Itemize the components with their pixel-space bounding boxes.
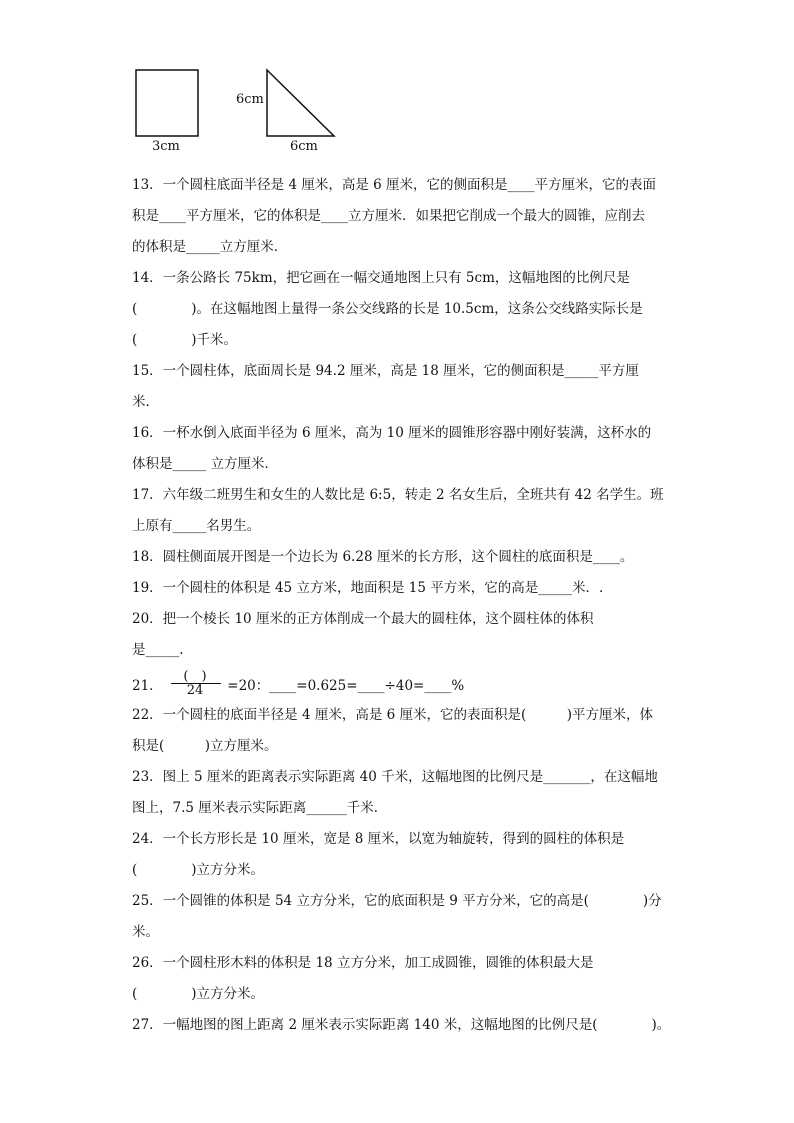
question-line: 20．把一个棱长 10 厘米的正方体削成一个最大的圆柱体，这个圆柱体的体积	[132, 611, 594, 627]
question-18	[132, 542, 672, 573]
question-line: ( )千米。	[132, 332, 238, 348]
fraction	[167, 666, 223, 700]
question-25	[132, 886, 672, 948]
fraction-equation: =20：____=0.625=____÷40=____%	[227, 678, 465, 694]
question-line: 17．六年级二班男生和女生的人数比是 6:5，转走 2 名女生后，全班共有 42 名学生。班	[132, 487, 664, 503]
fraction-row	[132, 666, 464, 700]
question-line: 22．一个圆柱的底面半径是 4 厘米，高是 6 厘米，它的表面积是( )平方厘米，体	[132, 707, 654, 723]
question-line: 米．	[132, 394, 159, 410]
question-line: 24．一个长方形长是 10 厘米，宽是 8 厘米，以宽为轴旋转，得到的圆柱的体积是	[132, 831, 625, 847]
question-line: 图上，7.5 厘米表示实际距离______千米．	[132, 800, 388, 816]
question-21	[132, 666, 672, 700]
fraction-denominator: 24	[186, 683, 204, 698]
question-20	[132, 604, 672, 666]
question-22	[132, 700, 672, 762]
question-line: 16．一杯水倒入底面半径为 6 厘米，高为 10 厘米的圆锥形容器中刚好装满，这杯水的	[132, 425, 652, 441]
question-line: 体积是_____ 立方厘米．	[132, 456, 279, 472]
question-line: 15．一个圆柱体，底面周长是 94.2 厘米，高是 18 厘米，它的侧面积是_____平方厘	[132, 363, 639, 379]
question-line: 25．一个圆锥的体积是 54 立方分米，它的底面积是 9 平方分米，它的高是( )分	[132, 893, 662, 909]
question-line: 19．一个圆柱的体积是 45 立方米，地面积是 15 平方米，它的高是_____米．.	[132, 580, 604, 596]
triangle-height-label: 6cm	[236, 92, 264, 107]
question-27	[132, 1010, 672, 1041]
question-number: 21．	[132, 678, 163, 694]
question-list	[132, 170, 672, 1041]
figures-area	[0, 0, 794, 170]
right-triangle-shape	[267, 70, 334, 136]
square-shape	[136, 70, 198, 136]
question-line: 上原有_____名男生。	[132, 518, 261, 534]
triangle-base-label: 6cm	[290, 139, 318, 154]
question-15	[132, 356, 672, 418]
question-26	[132, 948, 672, 1010]
square-side-label: 3cm	[152, 139, 180, 154]
question-line: ( )立方分米。	[132, 862, 265, 878]
question-13	[132, 170, 672, 263]
question-line: 23．图上 5 厘米的距离表示实际距离 40 千米，这幅地图的比例尺是_______，在这幅地	[132, 769, 658, 785]
geometry-figures	[0, 0, 794, 170]
question-line: ( )立方分米。	[132, 986, 265, 1002]
question-line: 13．一个圆柱底面半径是 4 厘米，高是 6 厘米，它的侧面积是____平方厘米，它的表面	[132, 177, 657, 193]
question-23	[132, 762, 672, 824]
question-line: 是_____.	[132, 642, 184, 658]
question-line: ( )。在这幅地图上量得一条公交线路的长是 10.5cm，这条公交线路实际长是	[132, 301, 643, 317]
question-line: 积是____平方厘米，它的体积是____立方厘米．如果把它削成一个最大的圆锥，应削去	[132, 208, 645, 224]
question-line: 积是( )立方厘米。	[132, 738, 278, 754]
question-line: 27．一幅地图的图上距离 2 厘米表示实际距离 140 米，这幅地图的比例尺是( )。	[132, 1017, 671, 1033]
question-14	[132, 263, 672, 356]
question-16	[132, 418, 672, 480]
question-line: 18．圆柱侧面展开图是一个边长为 6.28 厘米的长方形，这个圆柱的底面积是____。	[132, 549, 634, 565]
question-line: 的体积是_____立方厘米．	[132, 239, 288, 255]
question-line: 26．一个圆柱形木料的体积是 18 立方分米，加工成圆锥，圆锥的体积最大是	[132, 955, 594, 971]
question-line: 14．一条公路长 75km，把它画在一幅交通地图上只有 5cm，这幅地图的比例尺是	[132, 270, 630, 286]
question-19	[132, 573, 672, 604]
fraction-numerator: ( )	[183, 669, 207, 684]
question-17	[132, 480, 672, 542]
question-24	[132, 824, 672, 886]
question-line: 米。	[132, 924, 159, 940]
